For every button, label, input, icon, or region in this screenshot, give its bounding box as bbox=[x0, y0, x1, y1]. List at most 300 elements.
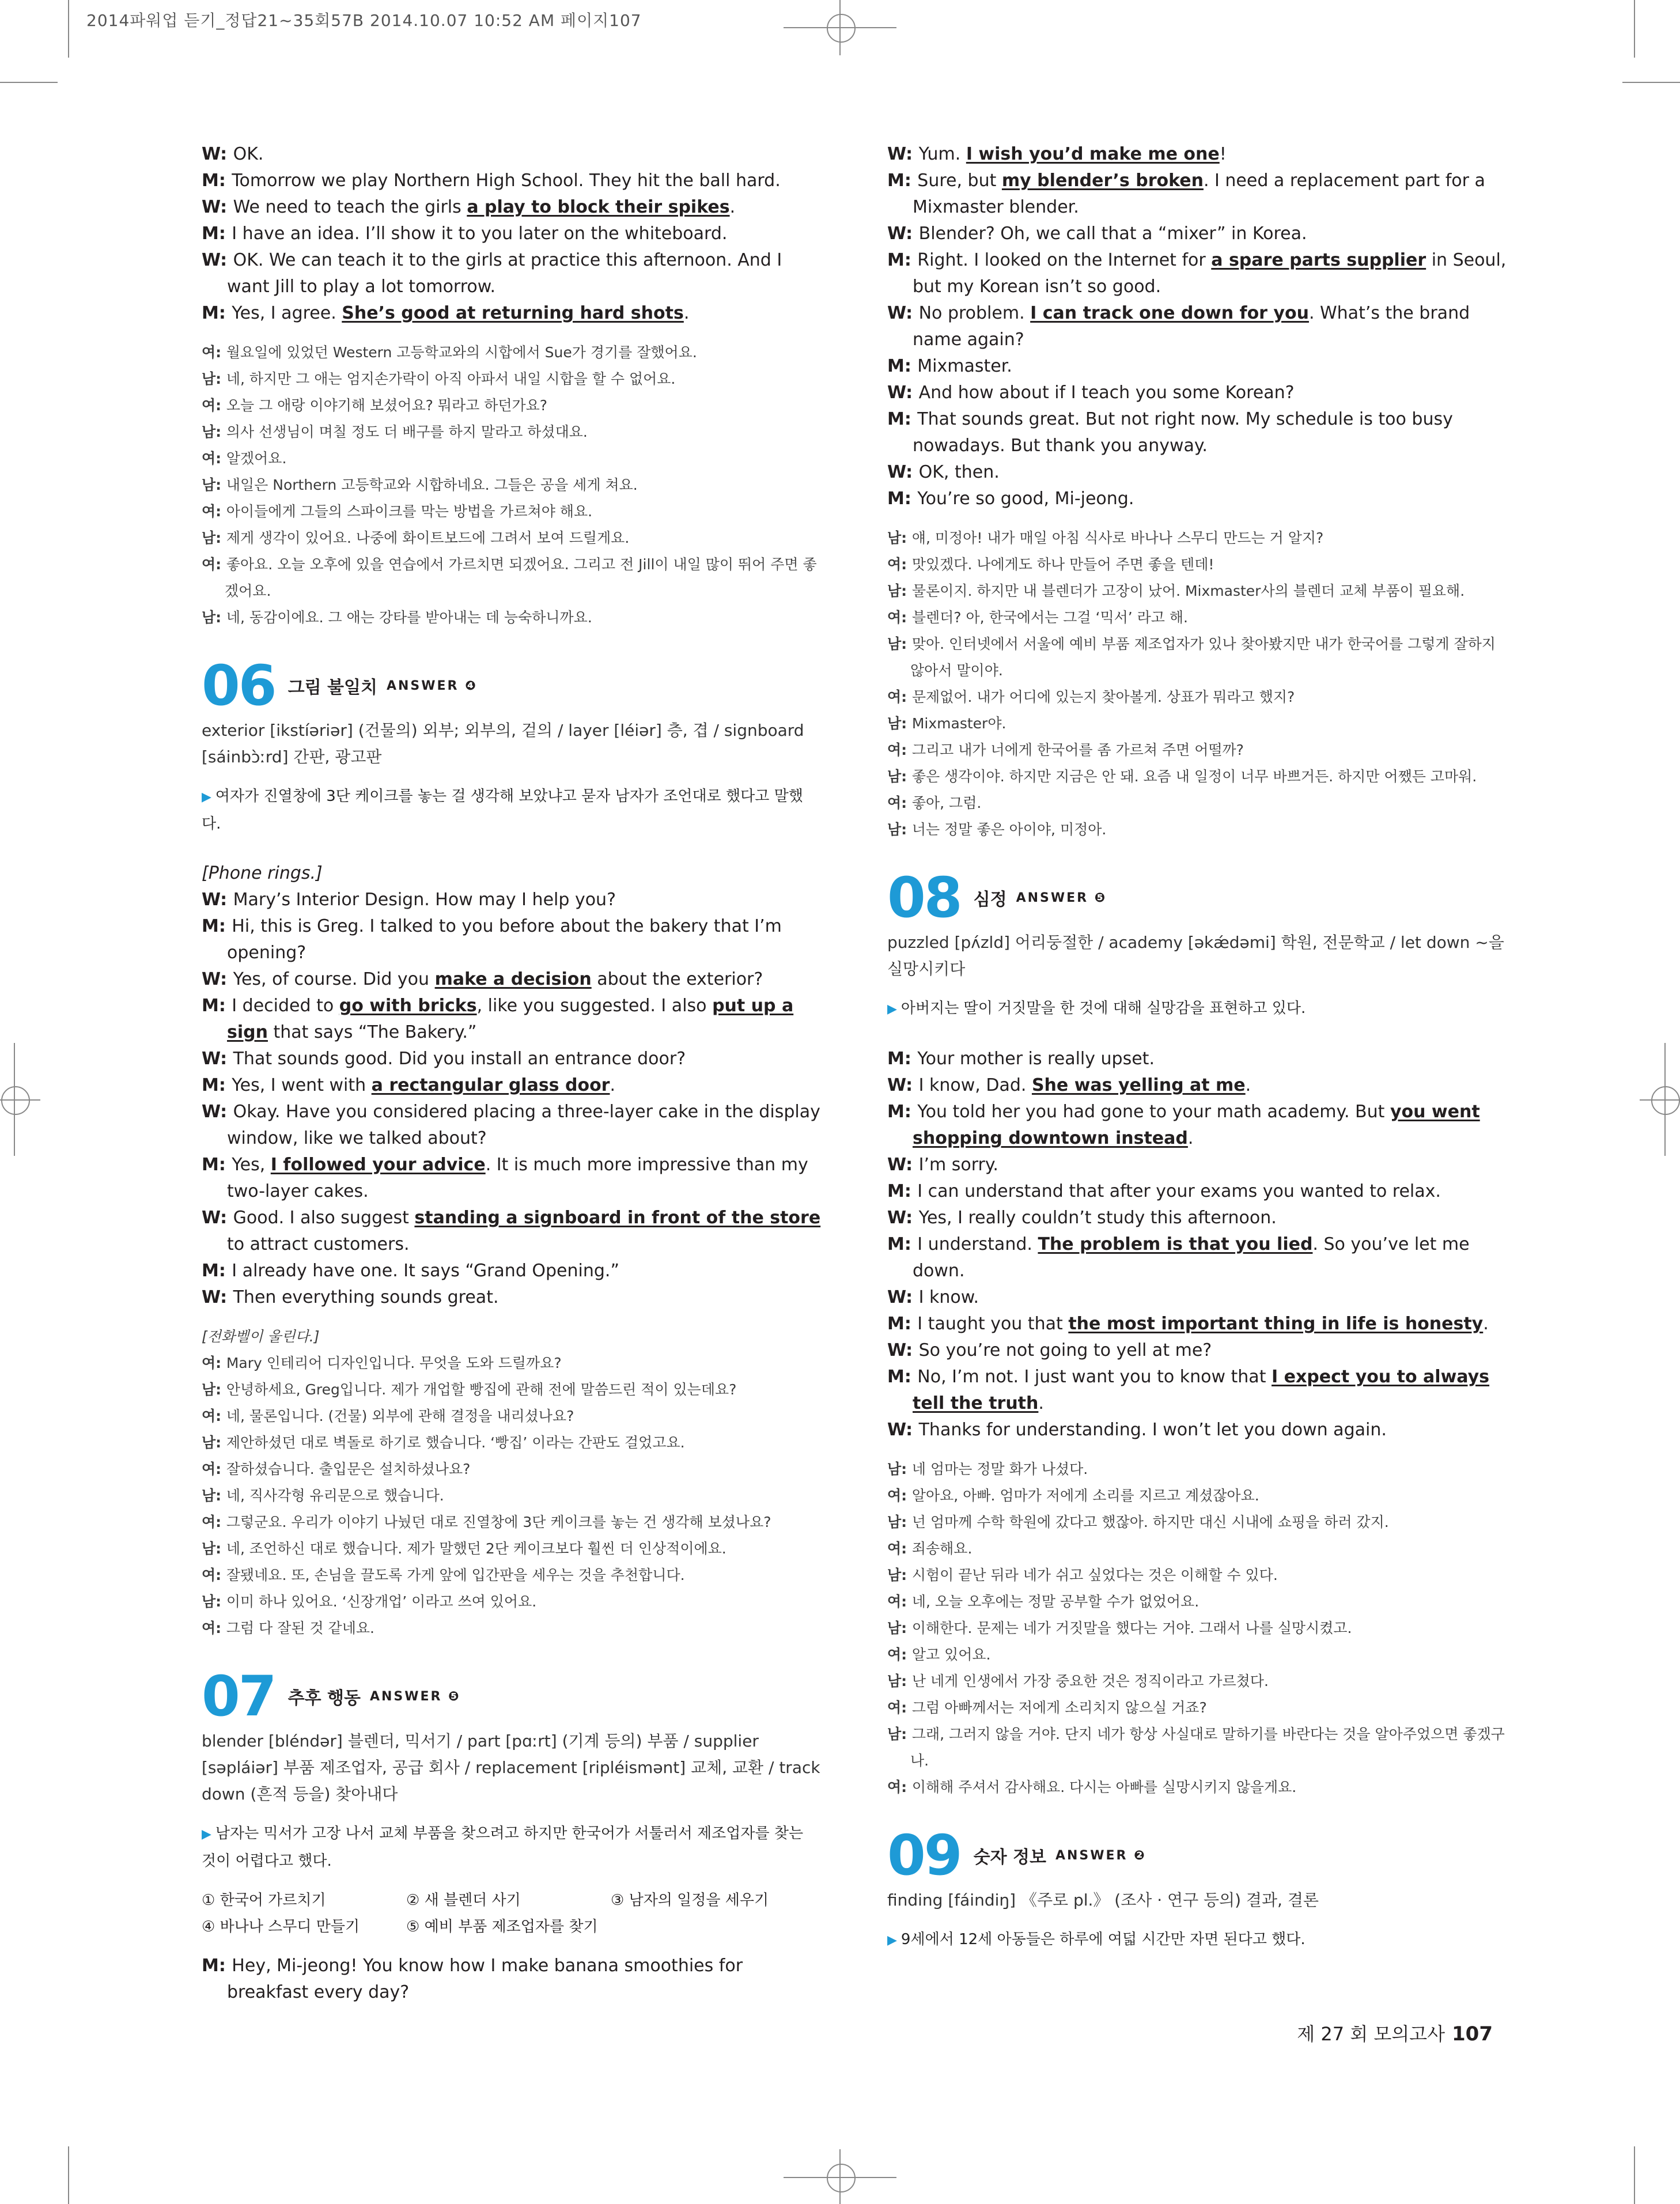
line-text: Blender? Oh, we call that a “mixer” in Korea. bbox=[918, 224, 1307, 244]
dialogue-line bbox=[887, 1364, 1509, 1417]
key-phrase: a rectangular glass door bbox=[371, 1075, 610, 1095]
speaker-label: 남: bbox=[887, 636, 912, 652]
speaker-label: M: bbox=[202, 1261, 232, 1281]
speaker-label: W: bbox=[887, 1340, 919, 1360]
section-07-header bbox=[202, 1665, 821, 1728]
speaker-label: M: bbox=[887, 171, 918, 191]
speaker-label: W: bbox=[887, 224, 919, 244]
line-text: Mixmaster야. bbox=[911, 715, 1007, 732]
line-text: 제게 생각이 있어요. 나중에 화이트보드에 그려서 보여 드릴게요. bbox=[226, 530, 630, 546]
speaker-label: 여: bbox=[887, 1699, 912, 1716]
page-number: 107 bbox=[1452, 2022, 1493, 2046]
line-text: 내일은 Northern 고등학교와 시합하네요. 그들은 공을 세게 쳐요. bbox=[226, 477, 638, 493]
speaker-label: W: bbox=[202, 1049, 233, 1069]
speaker-label: 여: bbox=[202, 1567, 226, 1583]
line-text: 아이들에게 그들의 스파이크를 막는 방법을 가르쳐야 해요. bbox=[226, 503, 593, 520]
key-phrase: a spare parts supplier bbox=[1211, 250, 1427, 270]
translation-line bbox=[202, 1562, 821, 1589]
vocab-line: blender [bléndər] 블렌더, 믹서기 / part [pɑːrt] (기계 등의) 부품 / supplier [səpláiər] 부품 제조업자, 공급 회사 / replacement [ripléismənt] 교체, 교환 / track down (흔적 등을) 찾아내다 bbox=[202, 1732, 820, 1804]
line-text: 의사 선생님이 며칠 정도 더 배구를 하지 말라고 하셨대요. bbox=[226, 424, 588, 440]
line-text: And how about if I teach you some Korean? bbox=[918, 383, 1295, 403]
speaker-label: 남: bbox=[887, 1620, 912, 1636]
registration-mark bbox=[1651, 1086, 1680, 1115]
crop-mark bbox=[0, 82, 58, 83]
line-text: 너는 정말 좋은 아이야, 미정아. bbox=[911, 821, 1107, 838]
line-text: Yes, I really couldn’t study this afternoon. bbox=[918, 1208, 1277, 1228]
speaker-label: 여: bbox=[887, 795, 912, 811]
line-text: . bbox=[1038, 1393, 1044, 1413]
crop-mark bbox=[1634, 0, 1635, 58]
translation-line bbox=[887, 1456, 1509, 1483]
dialogue-line bbox=[202, 1258, 821, 1284]
section-number: 07 bbox=[202, 1664, 275, 1729]
translation-line bbox=[887, 1589, 1509, 1615]
translation-line bbox=[887, 763, 1509, 790]
dialogue-line bbox=[202, 1072, 821, 1099]
dialogue-line bbox=[202, 1205, 821, 1258]
speaker-label: 여: bbox=[202, 503, 226, 520]
answer-choice: ② 새 블렌더 사기 bbox=[406, 1892, 521, 1909]
answer-badge: ANSWER ❺ bbox=[369, 1689, 461, 1704]
dialogue-line bbox=[202, 168, 821, 194]
speaker-label: 남: bbox=[887, 530, 912, 546]
answer-badge: ANSWER ❹ bbox=[386, 678, 478, 693]
speaker-label: 여: bbox=[202, 1620, 226, 1636]
line-text: No, I’m not. I just want you to know that bbox=[917, 1367, 1272, 1387]
line-text: OK, then. bbox=[918, 462, 1000, 482]
triangle-icon: ▶ bbox=[887, 1002, 901, 1016]
dialogue-line bbox=[887, 1152, 1509, 1178]
answer-choices bbox=[202, 1887, 821, 1940]
dialogue-line bbox=[202, 1953, 821, 2006]
vocab-line: puzzled [pʌ́zld] 어리둥절한 / academy [əkǽdəmi] 학원, 전문학교 / let down ~을 실망시키다 bbox=[887, 933, 1504, 978]
registration-line bbox=[839, 0, 841, 55]
translation-line bbox=[202, 419, 821, 445]
speaker-label: W: bbox=[887, 1155, 919, 1175]
line-text: to attract customers. bbox=[227, 1234, 410, 1254]
dialogue-line bbox=[887, 1417, 1509, 1443]
dialogue-line bbox=[887, 1311, 1509, 1337]
line-text: 네, 동감이에요. 그 애는 강타를 받아내는 데 능숙하니까요. bbox=[226, 609, 592, 626]
stage-direction: [Phone rings.] bbox=[202, 863, 323, 883]
speaker-label: M: bbox=[887, 1314, 918, 1334]
registration-mark bbox=[827, 14, 856, 43]
speaker-label: M: bbox=[202, 1075, 232, 1095]
dialogue-line bbox=[202, 1284, 821, 1311]
dialogue-line bbox=[887, 168, 1509, 221]
line-text: Thanks for understanding. I won’t let you down again. bbox=[918, 1420, 1387, 1440]
dialogue-line bbox=[887, 247, 1509, 300]
line-text: That sounds great. But not right now. My schedule is too busy nowadays. But thank you anyway. bbox=[913, 409, 1453, 456]
translation-line bbox=[887, 1721, 1509, 1774]
speaker-label: M: bbox=[887, 250, 918, 270]
speaker-label: M: bbox=[887, 1102, 918, 1122]
speaker-label: 여: bbox=[202, 397, 226, 414]
triangle-icon: ▶ bbox=[202, 790, 215, 804]
translation-line bbox=[202, 498, 821, 525]
line-text: ! bbox=[1219, 144, 1227, 164]
line-text: 네 엄마는 정말 화가 나셨다. bbox=[911, 1461, 1088, 1477]
translation-line bbox=[202, 1509, 821, 1536]
dialogue-line bbox=[887, 1284, 1509, 1311]
speaker-label: 여: bbox=[202, 344, 226, 361]
line-text: 알고 있어요. bbox=[911, 1646, 991, 1663]
speaker-label: 여: bbox=[202, 1514, 226, 1530]
korean-translation-07 bbox=[887, 525, 1509, 843]
speaker-label: 여: bbox=[887, 742, 912, 758]
line-text: I can understand that after your exams you wanted to relax. bbox=[917, 1181, 1441, 1201]
key-phrase: the most important thing in life is honesty bbox=[1068, 1314, 1484, 1334]
translation-line bbox=[887, 710, 1509, 737]
registration-line bbox=[1664, 1043, 1666, 1156]
line-text: 맛있겠다. 나에게도 하나 만들어 주면 좋을 텐데! bbox=[911, 556, 1214, 573]
dialogue-line bbox=[887, 1046, 1509, 1072]
line-text: 월요일에 있었던 Western 고등학교와의 시합에서 Sue가 경기를 잘했어요. bbox=[226, 344, 697, 361]
line-text: Okay. Have you considered placing a three-layer cake in the display window, like we talked about? bbox=[227, 1102, 820, 1148]
speaker-label: 남: bbox=[202, 1540, 226, 1557]
line-text: 네, 직사각형 유리문으로 했습니다. bbox=[226, 1487, 444, 1504]
line-text: 이해해 주셔서 감사해요. 다시는 아빠를 실망시키지 않을게요. bbox=[911, 1779, 1297, 1795]
dialogue-08 bbox=[887, 1046, 1509, 1443]
speaker-label: M: bbox=[887, 1234, 918, 1254]
line-text: . I need a replacement part for a Mixmaster blender. bbox=[913, 171, 1485, 217]
line-text: That sounds good. Did you install an entrance door? bbox=[233, 1049, 686, 1069]
translation-line bbox=[202, 604, 821, 631]
translation-line bbox=[202, 1350, 821, 1377]
dialogue-line bbox=[887, 380, 1509, 406]
line-text: 그래, 그러지 않을 거야. 단지 네가 항상 사실대로 말하기를 바란다는 것을 알아주었으면 좋겠구나. bbox=[910, 1726, 1505, 1769]
speaker-label: 남: bbox=[202, 1434, 226, 1451]
speaker-label: 남: bbox=[887, 1726, 912, 1742]
speaker-label: M: bbox=[202, 996, 232, 1016]
speaker-label: M: bbox=[887, 1367, 918, 1387]
line-text: that says “The Bakery.” bbox=[267, 1022, 477, 1042]
translation-line bbox=[887, 1642, 1509, 1668]
translation-line bbox=[202, 1377, 821, 1403]
vocab-line: finding [fáindiŋ] 《주로 pl.》 (조사 · 연구 등의) 결과, 결론 bbox=[887, 1891, 1319, 1910]
speaker-label: W: bbox=[202, 969, 233, 989]
line-text: I understand. bbox=[917, 1234, 1038, 1254]
speaker-label: 남: bbox=[887, 715, 912, 732]
translation-line bbox=[202, 445, 821, 472]
speaker-label: 여: bbox=[887, 556, 912, 573]
dialogue-line bbox=[202, 1046, 821, 1072]
translation-line bbox=[202, 366, 821, 392]
key-phrase: I followed your advice bbox=[270, 1155, 486, 1175]
speaker-label: 남: bbox=[887, 1567, 912, 1583]
line-text: . bbox=[1187, 1128, 1194, 1148]
speaker-label: W: bbox=[887, 1075, 919, 1095]
line-text: . It is much more impressive than my two-layer cakes. bbox=[227, 1155, 808, 1201]
dialogue-line bbox=[887, 1231, 1509, 1284]
answer-choice: ① 한국어 가르치기 bbox=[202, 1892, 326, 1909]
dialogue-line bbox=[202, 1152, 821, 1205]
translation-line bbox=[887, 737, 1509, 763]
triangle-icon: ▶ bbox=[887, 1933, 901, 1948]
speaker-label: M: bbox=[887, 356, 918, 376]
speaker-label: M: bbox=[202, 916, 232, 936]
key-phrase: She’s good at returning hard shots bbox=[342, 303, 684, 323]
line-text: , like you suggested. I also bbox=[476, 996, 713, 1016]
speaker-label: 남: bbox=[202, 424, 226, 440]
speaker-label: 여: bbox=[202, 1408, 226, 1424]
line-text: 네, 하지만 그 애는 엄지손가락이 아직 아파서 내일 시합을 할 수 없어요. bbox=[226, 371, 676, 387]
speaker-label: W: bbox=[202, 1208, 233, 1228]
line-text: 그렇군요. 우리가 이야기 나눴던 대로 진열창에 3단 케이크를 놓는 건 생각해 보셨나요? bbox=[226, 1514, 771, 1530]
line-text: I know. bbox=[918, 1287, 979, 1307]
line-text: . bbox=[683, 303, 690, 323]
line-text: 잘하셨습니다. 출입문은 설치하셨나요? bbox=[226, 1461, 471, 1477]
line-text: . What’s the brand name again? bbox=[913, 303, 1470, 350]
speaker-label: W: bbox=[202, 197, 233, 217]
line-text: Mixmaster. bbox=[917, 356, 1012, 376]
translation-line bbox=[202, 1430, 821, 1456]
line-text: Then everything sounds great. bbox=[233, 1287, 499, 1307]
dialogue-line bbox=[887, 1099, 1509, 1152]
section-title: 심정 bbox=[973, 890, 1007, 910]
registration-mark bbox=[1, 1086, 30, 1115]
key-phrase: go with bricks bbox=[339, 996, 477, 1016]
key-phrase: you went shopping downtown instead bbox=[913, 1102, 1480, 1148]
line-text: 넌 엄마께 수학 학원에 갔다고 했잖아. 하지만 대신 시내에 쇼핑을 하러 갔지. bbox=[911, 1514, 1389, 1530]
line-text: I have an idea. I’ll show it to you later on the whiteboard. bbox=[232, 224, 728, 244]
line-text: 그리고 내가 너에게 한국어를 좀 가르쳐 주면 어떨까? bbox=[911, 742, 1244, 758]
speaker-label: 남: bbox=[202, 530, 226, 546]
crop-mark bbox=[68, 0, 69, 58]
line-text: 그럼 아빠께서는 저에게 소리치지 않으실 거죠? bbox=[911, 1699, 1207, 1716]
translation-line bbox=[887, 1774, 1509, 1801]
korean-translation-05 bbox=[202, 339, 821, 631]
registration-line bbox=[14, 1043, 15, 1156]
line-text: 난 네게 인생에서 가장 중요한 것은 정직이라고 가르쳤다. bbox=[911, 1673, 1269, 1689]
key-phrase: The problem is that you lied bbox=[1038, 1234, 1313, 1254]
left-column bbox=[202, 141, 821, 2006]
speaker-label: 남: bbox=[887, 1461, 912, 1477]
line-text: . bbox=[1245, 1075, 1251, 1095]
translation-line bbox=[202, 472, 821, 498]
line-text: 죄송해요. bbox=[911, 1540, 973, 1557]
speaker-label: M: bbox=[202, 171, 232, 191]
speaker-label: M: bbox=[202, 303, 232, 323]
line-text: 좋아, 그럼. bbox=[911, 795, 982, 811]
line-text: about the exterior? bbox=[591, 969, 763, 989]
answer-choice: ③ 남자의 일정을 세우기 bbox=[611, 1892, 769, 1909]
key-phrase: a play to block their spikes bbox=[467, 197, 730, 217]
line-text: 알아요, 아빠. 엄마가 저에게 소리를 지르고 계셨잖아요. bbox=[911, 1487, 1259, 1504]
line-text: No problem. bbox=[918, 303, 1031, 323]
translation-line bbox=[887, 816, 1509, 843]
translation-line bbox=[202, 339, 821, 366]
speaker-label: W: bbox=[202, 1102, 233, 1122]
answer-choice: ④ 바나나 스무디 만들기 bbox=[202, 1918, 360, 1935]
page-footer bbox=[1297, 2020, 1493, 2046]
translation-line bbox=[202, 1456, 821, 1483]
dialogue-line bbox=[202, 194, 821, 221]
dialogue-07-start bbox=[202, 1953, 821, 2006]
speaker-label: M: bbox=[887, 1181, 918, 1201]
translation-line bbox=[887, 1562, 1509, 1589]
translation-line bbox=[202, 1536, 821, 1562]
section-title: 숫자 정보 bbox=[973, 1847, 1046, 1867]
dialogue-line bbox=[887, 1178, 1509, 1205]
speaker-label: 여: bbox=[202, 450, 226, 467]
translation-line bbox=[887, 604, 1509, 631]
dialogue-05-end bbox=[202, 141, 821, 327]
speaker-label: 남: bbox=[887, 821, 912, 838]
speaker-label: W: bbox=[202, 1287, 233, 1307]
dialogue-line bbox=[887, 1205, 1509, 1231]
explanation-note: ▶ 남자는 믹서가 고장 나서 교체 부품을 찾으려고 하지만 한국어가 서툴러서 제조업자를 찾는 것이 어렵다고 했다. bbox=[202, 1825, 804, 1870]
footer-label: 제 27 회 모의고사 bbox=[1297, 2023, 1446, 2045]
line-text: Tomorrow we play Northern High School. They hit the ball hard. bbox=[232, 171, 781, 191]
translation-line bbox=[202, 1403, 821, 1430]
crop-mark bbox=[1634, 2146, 1635, 2204]
speaker-label: W: bbox=[887, 462, 919, 482]
dialogue-line bbox=[202, 247, 821, 300]
line-text: 이해한다. 문제는 네가 거짓말을 했다는 거야. 그래서 나를 실망시켰고. bbox=[911, 1620, 1352, 1636]
speaker-label: 남: bbox=[887, 768, 912, 785]
speaker-label: W: bbox=[887, 1287, 919, 1307]
speaker-label: W: bbox=[202, 250, 233, 270]
crop-mark bbox=[68, 2146, 69, 2204]
speaker-label: W: bbox=[887, 303, 919, 323]
dialogue-line bbox=[887, 406, 1509, 459]
dialogue-line bbox=[887, 459, 1509, 486]
section-number: 08 bbox=[887, 865, 961, 930]
section-08-header bbox=[887, 866, 1509, 929]
triangle-icon: ▶ bbox=[202, 1827, 215, 1842]
speaker-label: 여: bbox=[887, 1487, 912, 1504]
line-text: OK. bbox=[233, 144, 264, 164]
line-text: So you’re not going to yell at me? bbox=[918, 1340, 1212, 1360]
dialogue-line bbox=[887, 486, 1509, 512]
section-number: 06 bbox=[202, 653, 275, 718]
line-text: Sure, but bbox=[917, 171, 1002, 191]
line-text: I’m sorry. bbox=[918, 1155, 998, 1175]
line-text: . bbox=[610, 1075, 616, 1095]
speaker-label: 남: bbox=[202, 1381, 226, 1398]
line-text: I taught you that bbox=[917, 1314, 1069, 1334]
line-text: 네, 물론입니다. (건물) 외부에 관해 결정을 내리셨나요? bbox=[226, 1408, 574, 1424]
line-text: 제안하셨던 대로 벽돌로 하기로 했습니다. ‘빵집’ 이라는 간판도 걸었고요. bbox=[226, 1434, 685, 1451]
translation-line bbox=[887, 1615, 1509, 1642]
line-text: 네, 조언하신 대로 했습니다. 제가 말했던 2단 케이크보다 훨씬 더 인상적이에요. bbox=[226, 1540, 727, 1557]
speaker-label: 남: bbox=[887, 583, 912, 599]
korean-translation-08 bbox=[887, 1456, 1509, 1801]
translation-line bbox=[887, 1483, 1509, 1509]
translation-line bbox=[202, 551, 821, 604]
dialogue-line bbox=[202, 141, 821, 168]
dialogue-line bbox=[887, 141, 1509, 168]
key-phrase: She was yelling at me bbox=[1031, 1075, 1246, 1095]
translation-line bbox=[887, 525, 1509, 551]
korean-stage-direction: [전화벨이 울린다.] bbox=[202, 1328, 320, 1345]
line-text: Hey, Mi-jeong! You know how I make banana smoothies for breakfast every day? bbox=[227, 1956, 743, 2002]
line-text: 블렌더? 아, 한국에서는 그걸 ‘믹서’ 라고 해. bbox=[911, 609, 1188, 626]
line-text: Hi, this is Greg. I talked to you before about the bakery that I’m opening? bbox=[227, 916, 782, 963]
key-phrase: make a decision bbox=[434, 969, 592, 989]
speaker-label: M: bbox=[887, 409, 918, 429]
speaker-label: M: bbox=[887, 1049, 918, 1069]
dialogue-line bbox=[202, 993, 821, 1046]
translation-line bbox=[202, 525, 821, 551]
line-text: 좋아요. 오늘 오후에 있을 연습에서 가르치면 되겠어요. 그리고 전 Jill이 내일 많이 뛰어 주면 좋겠어요. bbox=[225, 556, 817, 599]
key-phrase: I expect you to always tell the truth bbox=[913, 1367, 1490, 1413]
translation-line bbox=[887, 684, 1509, 710]
dialogue-line bbox=[202, 887, 821, 913]
line-text: I know, Dad. bbox=[918, 1075, 1032, 1095]
section-title: 그림 불일치 bbox=[287, 678, 377, 698]
key-phrase: I can track one down for you bbox=[1030, 303, 1309, 323]
key-phrase: standing a signboard in front of the store bbox=[414, 1208, 821, 1228]
speaker-label: 여: bbox=[887, 1540, 912, 1557]
line-text: Mary’s Interior Design. How may I help you? bbox=[233, 890, 616, 910]
dialogue-line bbox=[202, 966, 821, 993]
line-text: Right. I looked on the Internet for bbox=[917, 250, 1212, 270]
line-text: 문제없어. 내가 어디에 있는지 찾아볼게. 상표가 뭐라고 했지? bbox=[911, 689, 1295, 705]
section-title: 추후 행동 bbox=[287, 1688, 361, 1708]
speaker-label: 남: bbox=[202, 371, 226, 387]
key-phrase: put up a sign bbox=[227, 996, 794, 1042]
line-text: 이미 하나 있어요. ‘신장개업’ 이라고 쓰여 있어요. bbox=[226, 1593, 537, 1610]
translation-line bbox=[202, 1615, 821, 1642]
line-text: . bbox=[1483, 1314, 1489, 1334]
dialogue-06 bbox=[202, 887, 821, 1311]
translation-line bbox=[202, 392, 821, 419]
line-text: Yum. bbox=[918, 144, 966, 164]
line-text: We need to teach the girls bbox=[233, 197, 467, 217]
line-text: 안녕하세요, Greg입니다. 제가 개업할 빵집에 관해 전에 말씀드린 적이 있는데요? bbox=[226, 1381, 737, 1398]
explanation-note: ▶ 여자가 진열창에 3단 케이크를 놓는 걸 생각해 보았냐고 묻자 남자가 조언대로 했다고 말했다. bbox=[202, 788, 803, 833]
vocab-line: exterior [ikstíəriər] (건물의) 외부; 외부의, 겉의 / layer [léiər] 층, 겹 / signboard [sáinbɔ̀ːrd] 간판, 광고판 bbox=[202, 721, 804, 766]
speaker-label: M: bbox=[202, 1956, 232, 1976]
speaker-label: 여: bbox=[202, 1461, 226, 1477]
registration-line bbox=[0, 1099, 40, 1101]
speaker-label: 남: bbox=[202, 609, 226, 626]
translation-line bbox=[887, 1668, 1509, 1695]
dialogue-line bbox=[887, 1337, 1509, 1364]
line-text: . bbox=[729, 197, 736, 217]
line-text: You’re so good, Mi-jeong. bbox=[917, 489, 1134, 509]
speaker-label: 여: bbox=[887, 609, 912, 626]
explanation-note: ▶ 아버지는 딸이 거짓말을 한 것에 대해 실망감을 표현하고 있다. bbox=[887, 1000, 1306, 1017]
section-06-header bbox=[202, 654, 821, 717]
speaker-label: W: bbox=[887, 383, 919, 403]
translation-line bbox=[887, 790, 1509, 816]
speaker-label: W: bbox=[887, 1420, 919, 1440]
section-number: 09 bbox=[887, 1823, 961, 1888]
dialogue-line bbox=[202, 300, 821, 327]
speaker-label: W: bbox=[202, 144, 233, 164]
line-text: OK. We can teach it to the girls at practice this afternoon. And I want Jill to play a lot tomorrow. bbox=[227, 250, 782, 297]
line-text: 좋은 생각이야. 하지만 지금은 안 돼. 요즘 내 일정이 너무 바쁘거든. 하지만 어쨌든 고마워. bbox=[911, 768, 1477, 785]
translation-line bbox=[202, 1483, 821, 1509]
line-text: 맞아. 인터넷에서 서울에 예비 부품 제조업자가 있나 찾아봤지만 내가 한국어를 그렇게 잘하지 않아서 말이야. bbox=[910, 636, 1496, 679]
line-text: 잘됐네요. 또, 손님을 끌도록 가게 앞에 입간판을 세우는 것을 추천합니다. bbox=[226, 1567, 685, 1583]
line-text: 시험이 끝난 뒤라 네가 쉬고 싶었다는 것은 이해할 수 있다. bbox=[911, 1567, 1278, 1583]
speaker-label: 여: bbox=[887, 689, 912, 705]
line-text: I decided to bbox=[232, 996, 339, 1016]
speaker-label: M: bbox=[202, 224, 232, 244]
line-text: Mary 인테리어 디자인입니다. 무엇을 도와 드릴까요? bbox=[226, 1355, 562, 1371]
line-text: 오늘 그 애랑 이야기해 보셨어요? 뭐라고 하던가요? bbox=[226, 397, 548, 414]
line-text: Yes, I went with bbox=[232, 1075, 372, 1095]
explanation-note: ▶ 9세에서 12세 아동들은 하루에 여덟 시간만 자면 된다고 했다. bbox=[887, 1931, 1306, 1948]
speaker-label: 여: bbox=[887, 1593, 912, 1610]
speaker-label: 남: bbox=[202, 1593, 226, 1610]
dialogue-line bbox=[202, 913, 821, 966]
dialogue-line bbox=[202, 221, 821, 247]
